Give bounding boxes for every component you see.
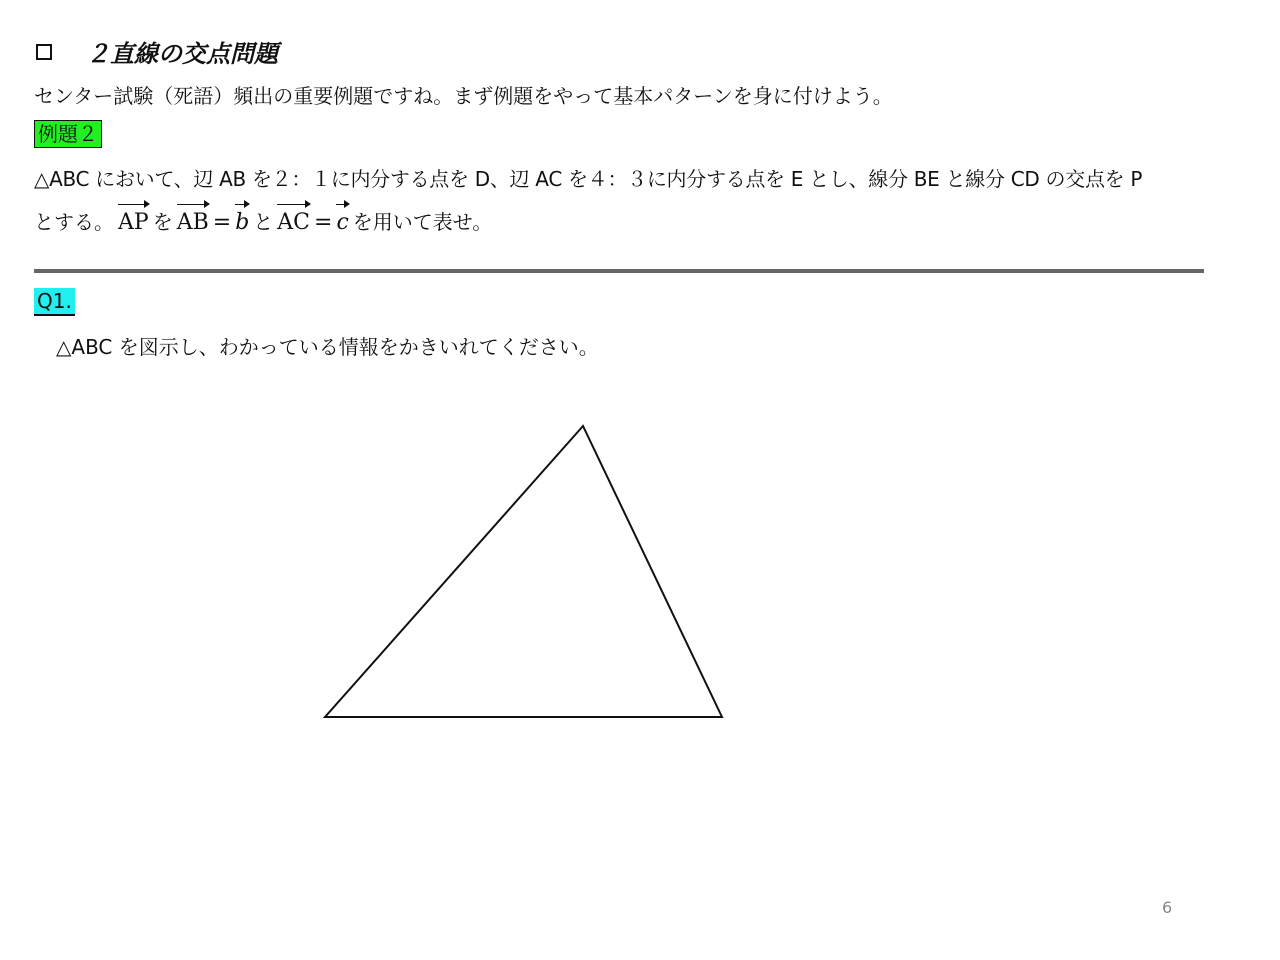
problem-text-a: とする。 bbox=[34, 210, 114, 234]
question-text: △ABC を図示し、わかっている情報をかきいれてください。 bbox=[56, 335, 599, 359]
vector-ab: AB bbox=[177, 204, 209, 235]
equals-sign: = bbox=[314, 210, 333, 235]
vector-ac: AC bbox=[277, 204, 310, 235]
triangle-abc bbox=[325, 426, 722, 717]
page-number: 6 bbox=[1162, 898, 1173, 917]
problem-text-b: を bbox=[152, 210, 173, 234]
heading-title: ２直線の交点問題 bbox=[86, 40, 278, 68]
equals-sign: = bbox=[212, 210, 232, 235]
question-badge: Q1. bbox=[34, 288, 75, 316]
problem-text-d: を用いて表せ。 bbox=[352, 210, 493, 234]
vector-c: c bbox=[336, 204, 348, 235]
intro-text: センター試験（死語）頻出の重要例題ですね。まず例題をやって基本パターンを身に付けよう。 bbox=[34, 84, 893, 108]
vector-b: b bbox=[235, 204, 249, 235]
example-badge: 例題２ bbox=[34, 120, 102, 148]
vector-ap: AP bbox=[118, 204, 149, 235]
problem-line-1: △ABC において、辺 AB を２：１に内分する点を D、辺 AC を４：３に内分する点を E とし、線分 BE と線分 CD の交点を P bbox=[34, 167, 1143, 191]
problem-text-c: と bbox=[253, 210, 274, 234]
